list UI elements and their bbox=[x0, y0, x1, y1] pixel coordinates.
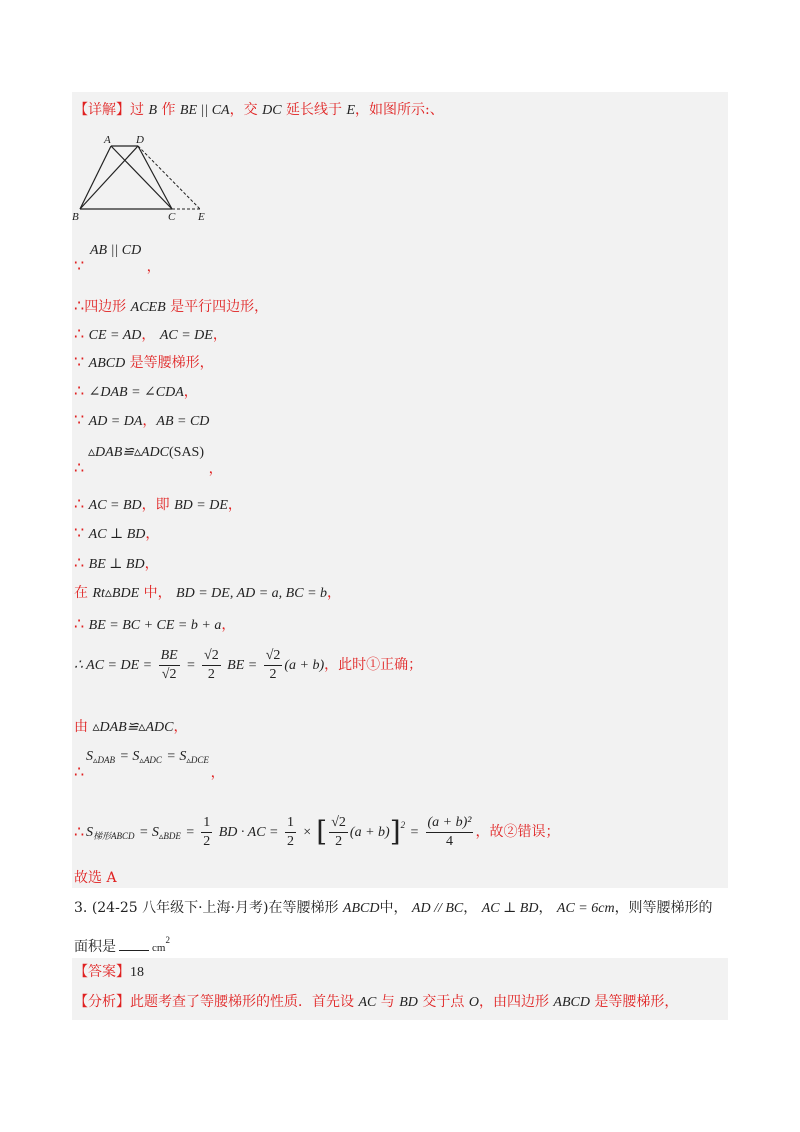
answer-tag: 【答案】 bbox=[74, 964, 130, 980]
step-7-marks: ∴ ， bbox=[74, 458, 223, 477]
step-10: ∴ BE ⊥ BD， bbox=[74, 553, 159, 572]
step-2: ∴四边形 ACEB 是平行四边形， bbox=[74, 296, 269, 315]
step-5: ∴ ∠DAB = ∠CDA， bbox=[74, 381, 198, 400]
label-e: E bbox=[198, 211, 205, 223]
step-3: ∴ CE = AD， AC = DE， bbox=[74, 324, 227, 343]
question-3-line-2: 面积是 $cm^2$ bbox=[74, 935, 170, 955]
segment-ac bbox=[111, 146, 172, 209]
fraction-root2-over-2: $\frac{√2}{2}$ bbox=[204, 647, 219, 682]
step-13: ∴ AC = DE = $\frac{BE}{√2}$ = $\frac{√2}{2}$ BE = $\frac{√2}{2}$ (a + b)，此时①正确； bbox=[74, 647, 423, 682]
question-number: 3. bbox=[74, 900, 88, 916]
step-4: ∵ ABCD 是等腰梯形， bbox=[74, 352, 214, 371]
analysis-line: 【分析】此题考查了等腰梯形的性质．首先设 AC 与 BD 交于点 O，由四边形 ABCD 是等腰梯形， bbox=[74, 994, 679, 1010]
step-7: ▵DAB≌▵ADC(SAS) bbox=[88, 445, 205, 460]
analysis-tag: 【分析】 bbox=[74, 994, 130, 1010]
segment-de bbox=[138, 146, 200, 209]
answer-blank[interactable] bbox=[119, 950, 149, 951]
step-14: 由 ▵DAB≌▵ADC， bbox=[74, 719, 188, 735]
trapezoid-figure bbox=[70, 130, 220, 225]
detail-tag: 【详解】 bbox=[74, 102, 130, 118]
answer-line: 【答案】18 bbox=[74, 964, 144, 980]
step-6: ∵ AD = DA，AB = CD bbox=[74, 410, 210, 429]
step-9: ∵ AC ⊥ BD， bbox=[74, 523, 160, 542]
label-c: C bbox=[168, 211, 176, 223]
step-16-marks: ∴ bbox=[74, 822, 85, 841]
label-a: A bbox=[104, 134, 111, 146]
question-3: 3. (24-25 八年级下·上海·月考)在等腰梯形 ABCD中， AD // BC， AC ⊥ BD， AC = 6cm，则等腰梯形的 bbox=[74, 900, 713, 916]
step-16: $S_{梯形ABCD} = S_{▵BDE}$ = $\frac{1}{2}$ BD · AC = $\frac{1}{2}$ × [ $\frac{√2}{2}$ (a + b)]$^2$ = $\frac{\text{(a + b)²}}{4}$ ，故②错误； bbox=[86, 814, 560, 849]
step-1-marks: ∵ ， bbox=[74, 256, 161, 275]
step-8: ∴ AC = BD，即 BD = DE， bbox=[74, 494, 242, 513]
step-12: ∴ BE = BC + CE = b + a， bbox=[74, 614, 236, 633]
final-choice: 故选 A bbox=[74, 870, 117, 886]
segment-bd bbox=[80, 146, 138, 209]
step-11: 在 Rt▵BDE 中， BD = DE, AD = a, BC = b， bbox=[74, 585, 342, 601]
step-1: AB || CD bbox=[90, 243, 142, 258]
detail-intro: 【详解】过 B 作 BE || CA，交 DC 延长线于 E，如图所示:、 bbox=[74, 102, 444, 118]
segment-dc bbox=[138, 146, 172, 209]
fraction-root2-over-2-b: $\frac{√2}{2}$ bbox=[265, 647, 281, 682]
step-15: $S_{▵DAB} = S_{▵ADC} = S_{▵DCE}$ bbox=[86, 749, 209, 765]
step-15-marks: ∴ ， bbox=[74, 762, 225, 781]
fraction-be-root2: $\frac{BE}{√2}$ bbox=[160, 647, 178, 682]
label-b: B bbox=[72, 211, 79, 223]
label-d: D bbox=[136, 134, 144, 146]
segment-ab bbox=[80, 146, 111, 209]
